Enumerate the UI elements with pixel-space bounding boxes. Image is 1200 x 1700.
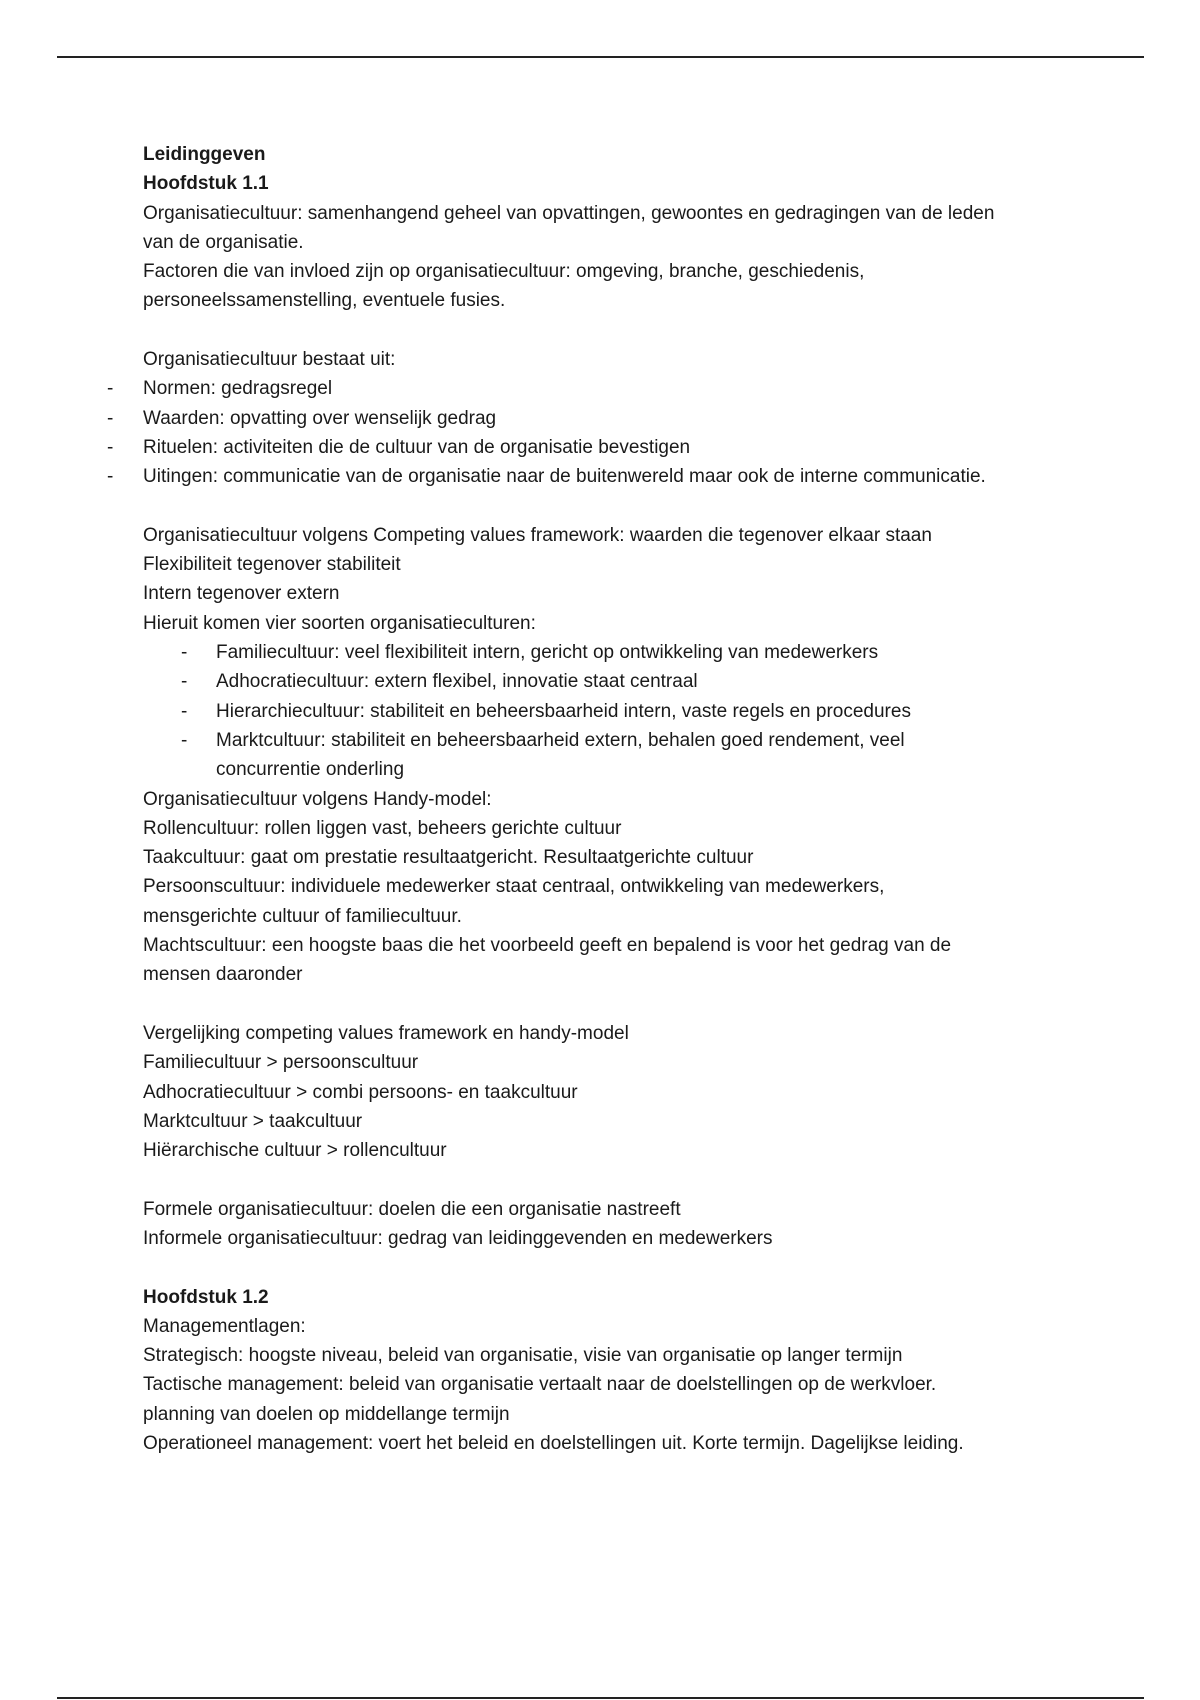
bullet-dash: -: [107, 407, 114, 429]
paragraph-line: Intern tegenover extern: [143, 583, 340, 605]
list-item: - Normen: gedragsregel: [143, 374, 1143, 403]
paragraph-line: Vergelijking competing values framework en handy-model: [143, 1022, 629, 1044]
sub-list-item: - Familiecultuur: veel flexibiliteit intern, gericht op ontwikkeling van medewerkers: [143, 638, 1143, 667]
bottom-rule: [57, 1697, 1144, 1699]
spacer: [143, 990, 1143, 1019]
paragraph-line: personeelssamenstelling, eventuele fusies.: [143, 290, 506, 312]
document-body: [107, 140, 1143, 1458]
paragraph-line: Strategisch: hoogste niveau, beleid van organisatie, visie van organisatie op langer termijn: [143, 1345, 903, 1367]
paragraph-line: Marktcultuur > taakcultuur: [143, 1110, 363, 1132]
bullet-dash: -: [181, 700, 188, 722]
bullet-dash: -: [107, 466, 114, 488]
list-item: - Rituelen: activiteiten die de cultuur van de organisatie bevestigen: [143, 433, 1143, 462]
paragraph-line: Managementlagen:: [143, 1315, 306, 1337]
paragraph-line: Operationeel management: voert het beleid en doelstellingen uit. Korte termijn. Dagelijkse leiding.: [143, 1433, 964, 1455]
paragraph-line: Informele organisatiecultuur: gedrag van leidinggevenden en medewerkers: [143, 1227, 773, 1249]
paragraph-line: Familiecultuur > persoonscultuur: [143, 1052, 419, 1074]
list-intro: Organisatiecultuur bestaat uit:: [143, 349, 396, 371]
paragraph-line: Organisatiecultuur: samenhangend geheel van opvattingen, gewoontes en gedragingen van de leden: [143, 202, 995, 224]
paragraph-line: Taakcultuur: gaat om prestatie resultaatgericht. Resultaatgerichte cultuur: [143, 847, 754, 869]
top-rule: [57, 56, 1144, 58]
paragraph-line: Machtscultuur: een hoogste baas die het voorbeeld geeft en bepalend is voor het gedrag van de: [143, 935, 952, 957]
bullet-dash: -: [181, 671, 188, 693]
sub-list-item-continuation: concurrentie onderling: [216, 759, 405, 781]
paragraph-line: planning van doelen op middellange termijn: [143, 1403, 510, 1425]
paragraph-line: Hieruit komen vier soorten organisatieculturen:: [143, 612, 536, 634]
paragraph-line: Tactische management: beleid van organisatie vertaalt naar de doelstellingen op de werkvloer.: [143, 1374, 937, 1396]
sub-list-item: - Adhocratiecultuur: extern flexibel, innovatie staat centraal: [143, 667, 1143, 696]
chapter-heading-1-2: Hoofdstuk 1.2: [143, 1286, 269, 1308]
bullet-dash: -: [107, 436, 114, 458]
list-item: - Waarden: opvatting over wenselijk gedrag: [143, 404, 1143, 433]
paragraph-line: Persoonscultuur: individuele medewerker staat centraal, ontwikkeling van medewerkers,: [143, 876, 885, 898]
paragraph-line: Adhocratiecultuur > combi persoons- en taakcultuur: [143, 1081, 578, 1103]
bullet-dash: -: [107, 378, 114, 400]
paragraph-line: Formele organisatiecultuur: doelen die een organisatie nastreeft: [143, 1198, 681, 1220]
paragraph-line: van de organisatie.: [143, 231, 304, 253]
paragraph-line: Factoren die van invloed zijn op organisatiecultuur: omgeving, branche, geschiedenis,: [143, 261, 865, 283]
paragraph-line: mensen daaronder: [143, 964, 303, 986]
spacer: [143, 1165, 1143, 1194]
spacer: [143, 1253, 1143, 1282]
paragraph-line: Organisatiecultuur volgens Competing values framework: waarden die tegenover elkaar staan: [143, 524, 932, 546]
document-title: Leidinggeven: [143, 144, 266, 165]
paragraph-line: Flexibiliteit tegenover stabiliteit: [143, 554, 401, 576]
spacer: [143, 492, 1143, 521]
sub-list-item: - Hierarchiecultuur: stabiliteit en beheersbaarheid intern, vaste regels en procedures: [143, 697, 1143, 726]
list-item: - Uitingen: communicatie van de organisatie naar de buitenwereld maar ook de interne communicatie.: [143, 462, 1143, 491]
bullet-dash: -: [181, 729, 188, 751]
bullet-dash: -: [181, 642, 188, 664]
paragraph-line: Organisatiecultuur volgens Handy-model:: [143, 788, 492, 810]
paragraph-line: Hiërarchische cultuur > rollencultuur: [143, 1140, 447, 1162]
sub-list-item: - Marktcultuur: stabiliteit en beheersbaarheid extern, behalen goed rendement, veel: [143, 726, 1143, 755]
paragraph-line: Rollencultuur: rollen liggen vast, beheers gerichte cultuur: [143, 817, 622, 839]
chapter-heading-1-1: Hoofdstuk 1.1: [143, 173, 269, 195]
spacer: [143, 316, 1143, 345]
paragraph-line: mensgerichte cultuur of familiecultuur.: [143, 905, 462, 927]
